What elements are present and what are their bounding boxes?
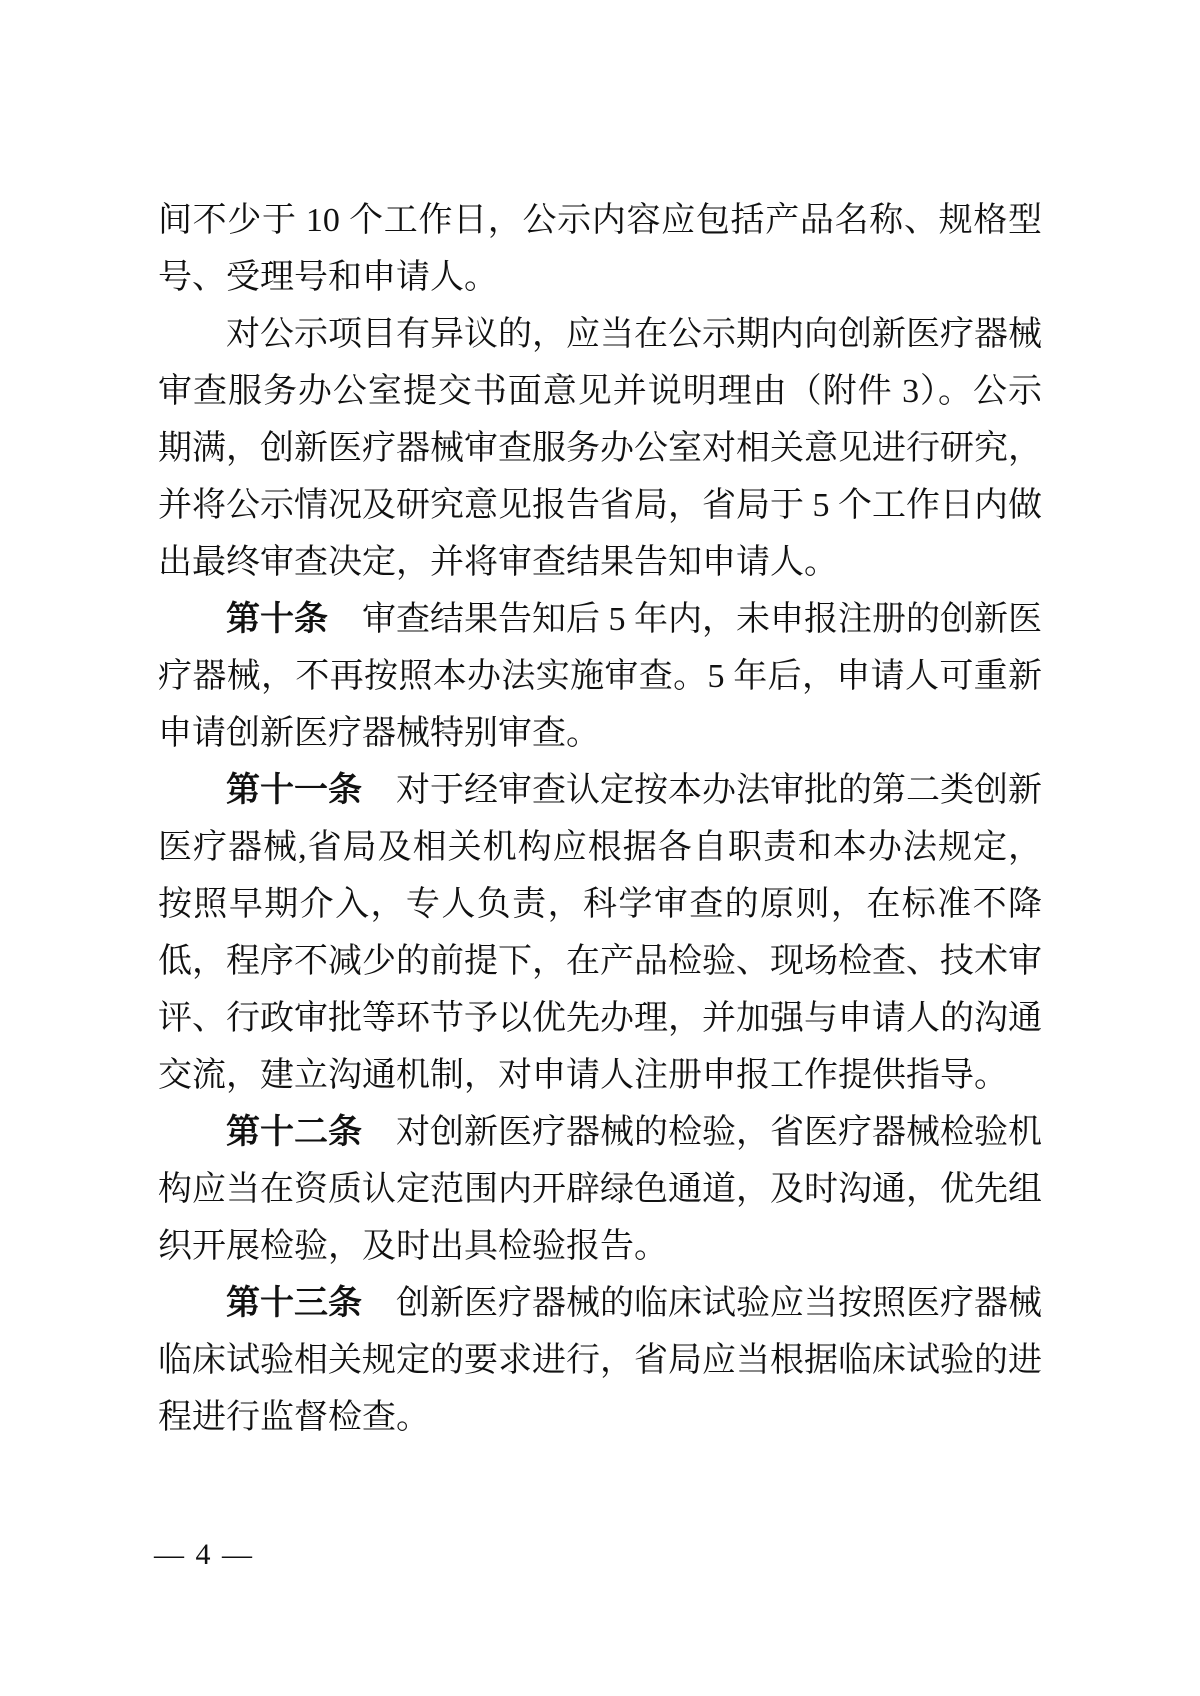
paragraph	[158, 1104, 1042, 1275]
article-number: 第十一条	[226, 771, 362, 809]
paragraph	[158, 192, 1042, 306]
paragraph-text: 对公示项目有异议的，应当在公示期内向创新医疗器械审查服务办公室提交书面意见并说明理由（附件 3）。公示期满，创新医疗器械审查服务办公室对相关意见进行研究，并将公示情况及研究意见报告省局，省局于 5 个工作日内做出最终审查决定，并将审查结果告知申请人。	[158, 316, 1042, 581]
paragraph	[158, 306, 1042, 591]
paragraph-text: 对于经审查认定按本办法审批的第二类创新医疗器械,省局及相关机构应根据各自职责和本办法规定，按照早期介入，专人负责，科学审查的原则，在标准不降低，程序不减少的前提下，在产品检验、现场检查、技术审评、行政审批等环节予以优先办理，并加强与申请人的沟通交流，建立沟通机制，对申请人注册申报工作提供指导。	[158, 772, 1042, 1094]
article-number: 第十二条	[226, 1113, 362, 1151]
page-number: — 4 —	[154, 1538, 254, 1571]
article-number: 第十条	[226, 600, 328, 638]
paragraph	[158, 591, 1042, 762]
paragraph-text: 对创新医疗器械的检验，省医疗器械检验机构应当在资质认定范围内开辟绿色通道，及时沟通，优先组织开展检验，及时出具检验报告。	[158, 1114, 1042, 1265]
paragraph-text: 审查结果告知后 5 年内，未申报注册的创新医疗器械，不再按照本办法实施审查。5 年后，申请人可重新申请创新医疗器械特别审查。	[158, 601, 1042, 752]
document-body	[158, 192, 1042, 1446]
paragraph-text: 间不少于 10 个工作日，公示内容应包括产品名称、规格型号、受理号和申请人。	[158, 202, 1042, 296]
article-number: 第十三条	[226, 1284, 362, 1322]
paragraph	[158, 762, 1042, 1104]
paragraph	[158, 1275, 1042, 1446]
paragraph-text: 创新医疗器械的临床试验应当按照医疗器械临床试验相关规定的要求进行，省局应当根据临床试验的进程进行监督检查。	[158, 1285, 1042, 1436]
